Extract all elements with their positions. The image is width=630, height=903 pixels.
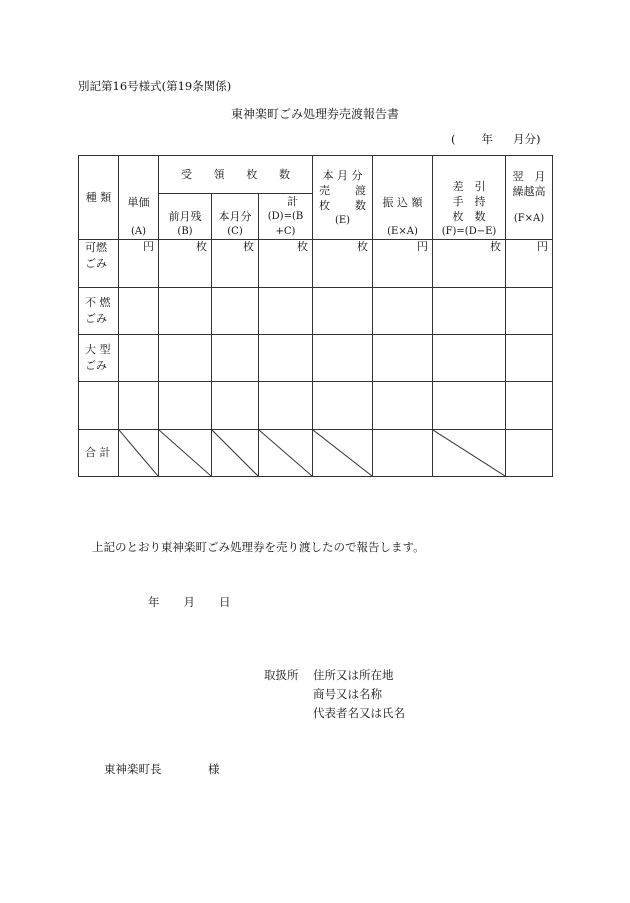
carry-over-cell: 円	[506, 240, 553, 288]
date-day: 日	[219, 595, 231, 609]
header-this-month: 本月分 (C)	[212, 194, 259, 240]
row-label: 不 燃 ごみ	[79, 288, 119, 335]
struck-cell	[313, 430, 373, 477]
date-year: 年	[148, 595, 160, 609]
struck-cell	[433, 430, 506, 477]
struck-cell	[212, 430, 259, 477]
report-statement: 上記のとおり東神楽町ごみ処理券を売り渡したので報告します。	[92, 540, 425, 554]
table-row	[79, 382, 553, 430]
table-row	[79, 288, 553, 335]
unit-price-cell: 円	[119, 240, 159, 288]
row-label	[79, 382, 119, 430]
table-row	[79, 240, 553, 288]
handler-representative: 代表者名又は氏名	[313, 706, 405, 720]
transfer-cell: 円	[373, 240, 433, 288]
header-prev-month: 前月残 (B)	[159, 194, 212, 240]
header-total: 計 (D)=(B +C)	[259, 194, 313, 240]
row-label: 大 型 ごみ	[79, 335, 119, 382]
this-month-cell: 枚	[212, 240, 259, 288]
prev-month-cell: 枚	[159, 240, 212, 288]
period-open: (	[451, 132, 456, 146]
total-carry-over-cell	[506, 430, 553, 477]
remaining-cell: 枚	[433, 240, 506, 288]
struck-cell	[259, 430, 313, 477]
total-cell: 枚	[259, 240, 313, 288]
header-kind: 種 類	[79, 156, 119, 240]
struck-cell	[119, 430, 159, 477]
document-title: 東神楽町ごみ処理券売渡報告書	[230, 107, 399, 121]
handler-label: 取扱所	[264, 668, 299, 682]
date-month: 月	[183, 595, 195, 609]
form-reference: 別記第16号様式(第19条関係)	[78, 79, 232, 93]
header-carry-over: 翌 月 繰越高 (F×A)	[506, 156, 553, 240]
total-transfer-cell	[373, 430, 433, 477]
addressee: 東神楽町長	[104, 762, 162, 776]
header-sold-count: 本 月 分 売 渡 枚 数 (E)	[313, 156, 373, 240]
header-remaining-count: 差 引 手 持 枚 数 (F)=(D−E)	[433, 156, 506, 240]
total-row	[79, 430, 553, 477]
report-period	[451, 131, 541, 147]
row-label: 可燃 ごみ	[79, 240, 119, 288]
header-unit-price: 単価 (A)	[119, 156, 159, 240]
header-received-count: 受 領 枚 数	[159, 156, 313, 194]
handler-trade-name: 商号又は名称	[313, 687, 382, 701]
date-line	[148, 594, 231, 610]
struck-cell	[159, 430, 212, 477]
period-year: 年	[481, 132, 493, 146]
period-month: 月分)	[513, 132, 541, 146]
handler-address: 住所又は所在地	[313, 668, 394, 682]
total-label: 合 計	[79, 430, 119, 477]
table-row	[79, 335, 553, 382]
honorific: 様	[208, 762, 220, 776]
header-transfer-amount: 振 込 額 (E×A)	[373, 156, 433, 240]
sales-report-table	[78, 155, 553, 477]
sold-cell: 枚	[313, 240, 373, 288]
